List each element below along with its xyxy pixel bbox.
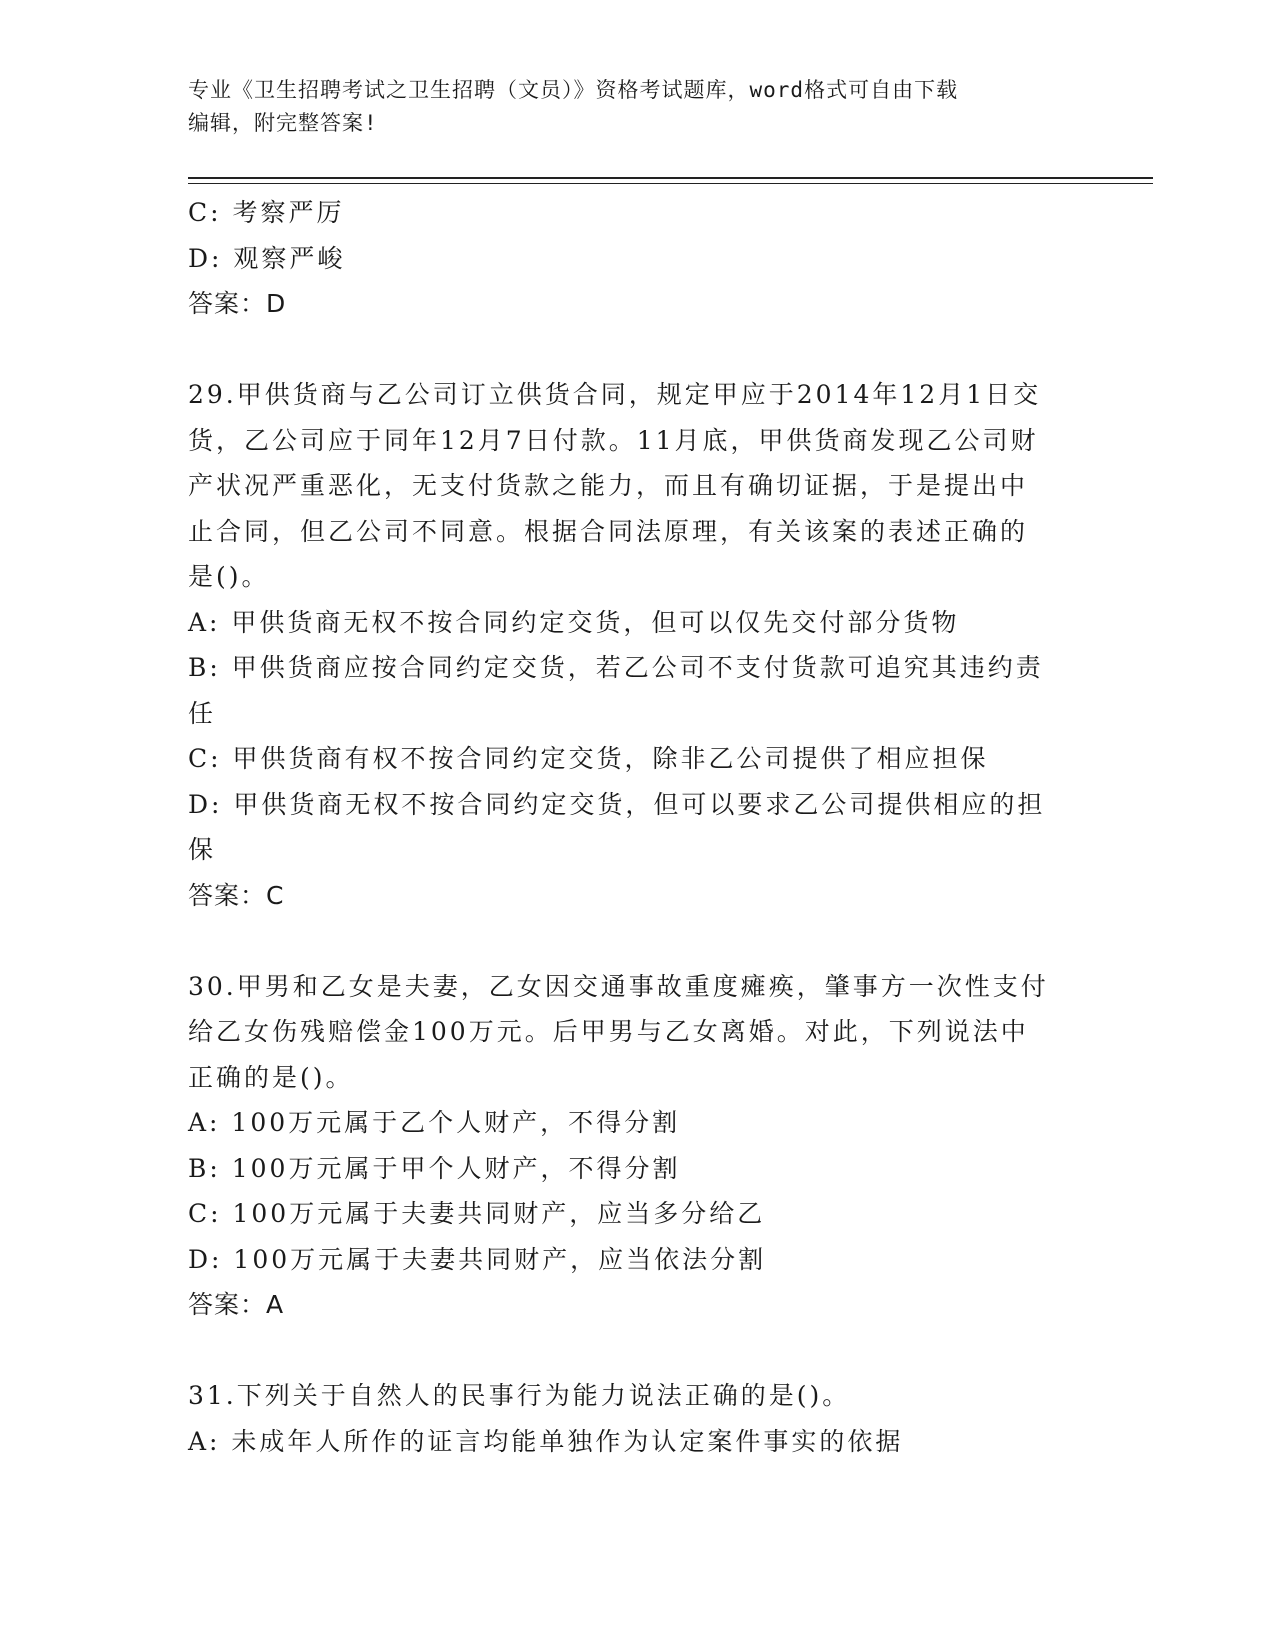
header-divider-thick — [188, 177, 1153, 179]
q30-stem-line: 正确的是()。 — [188, 1062, 354, 1092]
header-divider-thin — [188, 183, 1153, 184]
q30-answer: 答案：A — [188, 1290, 285, 1319]
q30-option-b: B: 100万元属于甲个人财产，不得分割 — [188, 1153, 681, 1183]
q30-option-d: D: 100万元属于夫妻共同财产，应当依法分割 — [188, 1244, 767, 1274]
q29-stem-line: 是()。 — [188, 562, 270, 591]
q29-answer: 答案：C — [188, 880, 285, 910]
page-header — [188, 74, 1088, 140]
q29-stem-line: 货，乙公司应于同年12月7日付款。11月底，甲供货商发现乙公司财 — [188, 425, 1039, 455]
q30-option-c: C: 100万元属于夫妻共同财产，应当多分给乙 — [188, 1199, 766, 1228]
prev-option-d: D: 观察严峻 — [188, 243, 346, 273]
q29-option-d-cont: 保 — [188, 835, 217, 864]
question-31 — [188, 1373, 1078, 1464]
q29-option-d: D: 甲供货商无权不按合同约定交货，但可以要求乙公司提供相应的担 — [188, 789, 1046, 819]
q30-stem-line: 30.甲男和乙女是夫妻，乙女因交通事故重度瘫痪，肇事方一次性支付 — [188, 971, 1049, 1001]
q31-option-a: A: 未成年人所作的证言均能单独作为认定案件事实的依据 — [188, 1426, 904, 1456]
header-line-2: 编辑，附完整答案! — [188, 111, 378, 135]
prev-answer: 答案：D — [188, 289, 287, 318]
question-30 — [188, 964, 1078, 1328]
q30-stem-line: 给乙女伤残赔偿金100万元。后甲男与乙女离婚。对此，下列说法中 — [188, 1017, 1029, 1046]
q29-option-b: B: 甲供货商应按合同约定交货，若乙公司不支付货款可追究其违约责 — [188, 653, 1044, 682]
question-29 — [188, 372, 1078, 918]
prev-option-c: C: 考察严厉 — [188, 198, 345, 227]
question-content — [188, 190, 1078, 1464]
q29-stem-line: 产状况严重恶化，无支付货款之能力，而且有确切证据，于是提出中 — [188, 471, 1029, 500]
header-line-1: 专业《卫生招聘考试之卫生招聘（文员）》资格考试题库，word格式可自由下载 — [188, 78, 959, 102]
q29-stem-line: 止合同，但乙公司不同意。根据合同法原理，有关该案的表述正确的 — [188, 516, 1029, 546]
q30-option-a: A: 100万元属于乙个人财产，不得分割 — [188, 1108, 681, 1137]
q31-stem-line: 31.下列关于自然人的民事行为能力说法正确的是()。 — [188, 1381, 851, 1410]
q29-option-b-cont: 任 — [188, 698, 217, 728]
q29-option-a: A: 甲供货商无权不按合同约定交货，但可以仅先交付部分货物 — [188, 607, 960, 637]
q29-stem-line: 29.甲供货商与乙公司订立供货合同，规定甲应于2014年12月1日交 — [188, 380, 1042, 409]
q29-option-c: C: 甲供货商有权不按合同约定交货，除非乙公司提供了相应担保 — [188, 744, 989, 773]
